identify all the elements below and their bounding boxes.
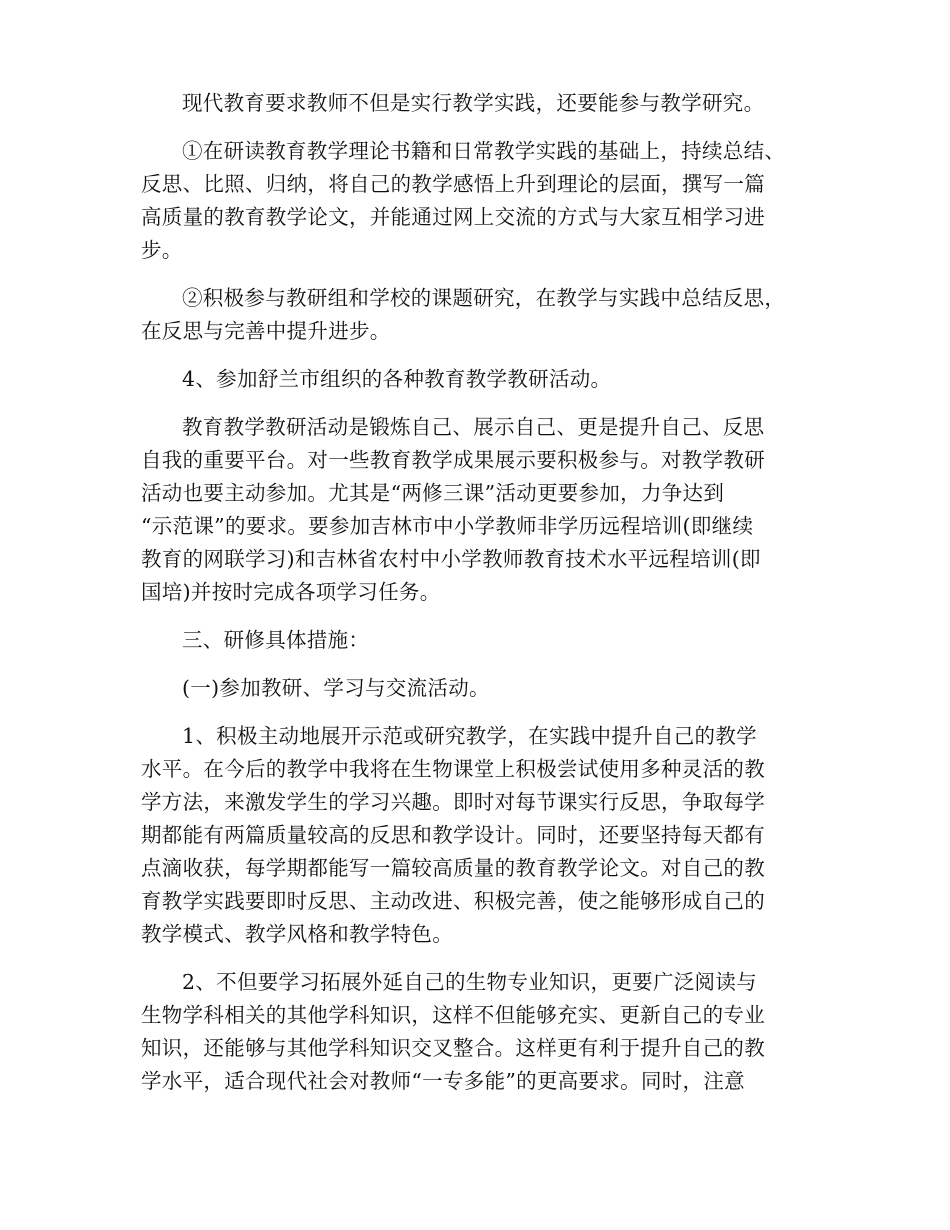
- text-line: 活动也要主动参加。尤其是“两修三课”活动更要参加，力争达到: [141, 481, 725, 505]
- text-line: 期都能有两篇质量较高的反思和教学设计。同时，还要坚持每天都有: [141, 823, 765, 847]
- text-line: “示范课”的要求。要参加吉林市中小学教师非学历远程培训(即继续: [141, 514, 754, 538]
- text-line: 三、研修具体措施：: [182, 628, 370, 652]
- text-line: 自我的重要平台。对一些教育教学成果展示要积极参与。对教学教研: [141, 448, 765, 472]
- text-line: 学方法，来激发学生的学习兴趣。即时对每节课实行反思，争取每学: [141, 790, 765, 814]
- text-line: 1、积极主动地展开示范或研究教学，在实践中提升自己的教学: [182, 724, 757, 748]
- text-line: 教育的网联学习)和吉林省农村中小学教师教育技术水平远程培训(即: [141, 547, 761, 571]
- text-line: 水平。在今后的教学中我将在生物课堂上积极尝试使用多种灵活的教: [141, 757, 765, 781]
- text-line: 2、不但要学习拓展外延自己的生物专业知识，更要广泛阅读与: [182, 970, 757, 994]
- paragraph-measure-1: [141, 720, 809, 951]
- paragraph-item-1: [141, 135, 809, 267]
- text-line: 育教学实践要即时反思、主动改进、积极完善，使之能够形成自己的: [141, 889, 765, 913]
- text-line: 生物学科相关的其他学科知识，这样不但能够充实、更新自己的专业: [141, 1003, 765, 1027]
- text-line: 现代教育要求教师不但是实行教学实践，还要能参与教学研究。: [182, 91, 765, 115]
- text-line: 在反思与完善中提升进步。: [141, 319, 391, 343]
- text-line: 国培)并按时完成各项学习任务。: [141, 580, 441, 604]
- text-line: 教学模式、教学风格和教学特色。: [141, 922, 453, 946]
- text-line: ②积极参与教研组和学校的课题研究，在教学与实践中总结反思，: [182, 286, 786, 310]
- document-body: [141, 87, 809, 1113]
- section-heading-4: [141, 363, 809, 396]
- paragraph-item-2: [141, 282, 809, 348]
- text-line: ①在研读教育教学理论书籍和日常教学实践的基础上，持续总结、: [182, 139, 786, 163]
- text-line: 点滴收获，每学期都能写一篇较高质量的教育教学论文。对自己的教: [141, 856, 765, 880]
- text-line: 高质量的教育教学论文，并能通过网上交流的方式与大家互相学习进: [141, 205, 765, 229]
- text-line: 知识，还能够与其他学科知识交叉整合。这样更有利于提升自己的教: [141, 1036, 765, 1060]
- section-heading-3: [141, 624, 809, 657]
- paragraph-measure-2: [141, 966, 809, 1098]
- paragraph-activities: [141, 411, 809, 609]
- text-line: 教育教学教研活动是锻炼自己、展示自己、更是提升自己、反思: [182, 415, 765, 439]
- text-line: 步。: [141, 238, 183, 262]
- text-line: (一)参加教研、学习与交流活动。: [182, 676, 490, 700]
- subsection-heading-1: [141, 672, 809, 705]
- text-line: 学水平，适合现代社会对教师“一专多能”的更高要求。同时，注意: [141, 1069, 745, 1093]
- paragraph-intro: [141, 87, 809, 120]
- text-line: 反思、比照、归纳，将自己的教学感悟上升到理论的层面，撰写一篇: [141, 172, 765, 196]
- text-line: 4、参加舒兰市组织的各种教育教学教研活动。: [182, 367, 612, 391]
